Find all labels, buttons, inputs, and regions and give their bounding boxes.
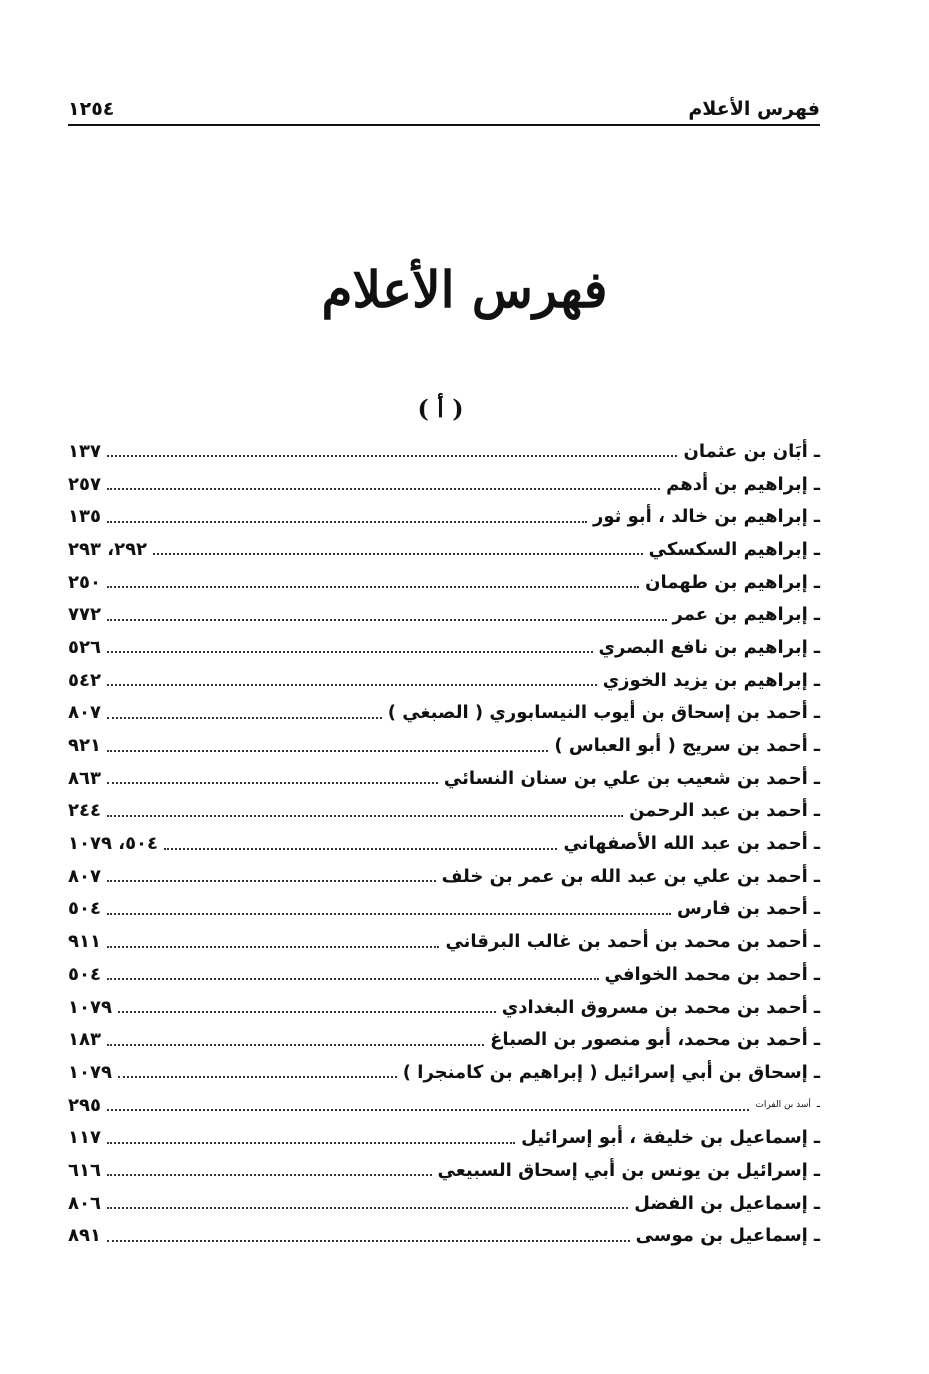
- page-number: ١٢٥٤: [68, 98, 115, 120]
- dot-leader: [107, 913, 671, 915]
- index-entries-list: [68, 435, 820, 1252]
- entry-dash: ـ: [813, 506, 820, 528]
- entry-dash: ـ: [813, 833, 820, 855]
- dot-leader: [107, 455, 678, 457]
- dot-leader: [164, 848, 557, 850]
- dot-leader: [107, 488, 660, 490]
- entry-dash: ـ: [813, 1159, 820, 1181]
- dot-leader: [107, 1109, 749, 1111]
- entry-dash: ـ: [813, 571, 820, 593]
- dot-leader: [107, 1240, 630, 1242]
- index-entry: [68, 566, 820, 599]
- entry-pages: ٢٩٢، ٢٩٣: [68, 538, 148, 560]
- entry-name: إبراهيم بن طهمان: [645, 571, 808, 593]
- entry-pages: ٢٥٧: [68, 473, 101, 495]
- entry-dash: ـ: [813, 1061, 820, 1083]
- entry-pages: ١٠٧٩: [68, 1061, 112, 1083]
- dot-leader: [107, 815, 623, 817]
- entry-name: إسماعيل بن موسى: [635, 1225, 808, 1247]
- entry-pages: ٥٢٦: [68, 636, 101, 658]
- index-title: فهرس الأعلام: [321, 260, 608, 319]
- entry-pages: ٨٠٦: [68, 1192, 101, 1214]
- index-entry: [68, 1220, 820, 1253]
- entry-name: إبراهيم بن خالد ، أبو ثور: [592, 506, 808, 528]
- dot-leader: [107, 586, 639, 588]
- index-entry: [68, 435, 820, 468]
- entry-name: أحمد بن شعيب بن علي بن سنان النسائي: [443, 767, 808, 789]
- dot-leader: [107, 651, 593, 653]
- entry-name: إبراهيم بن أدهم: [666, 473, 808, 495]
- entry-dash: ـ: [813, 1192, 820, 1214]
- dot-leader: [153, 553, 643, 555]
- entry-pages: ٨٩١: [68, 1225, 101, 1247]
- entry-dash: ـ: [813, 800, 820, 822]
- index-entry: [68, 664, 820, 697]
- entry-dash: ـ: [813, 963, 820, 985]
- dot-leader: [118, 1076, 397, 1078]
- dot-leader: [107, 782, 438, 784]
- entry-pages: ٥٠٤، ١٠٧٩: [68, 833, 159, 855]
- dot-leader: [107, 1142, 515, 1144]
- entry-name: أحمد بن سريج ( أبو العباس ): [554, 735, 808, 757]
- index-entry: [68, 1187, 820, 1220]
- index-entry: [68, 893, 820, 926]
- entry-dash: ـ: [813, 702, 820, 724]
- index-entry: [68, 1023, 820, 1056]
- index-entry: [68, 598, 820, 631]
- entry-dash: ـ: [813, 669, 820, 691]
- entry-pages: ٨٠٧: [68, 865, 101, 887]
- entry-pages: ٨٦٣: [68, 767, 101, 789]
- entry-dash: ـ: [813, 767, 820, 789]
- entry-pages: ٢٥٠: [68, 571, 101, 593]
- entry-name: أحمد بن إسحاق بن أيوب النيسابوري ( الصبغي ): [387, 702, 808, 724]
- entry-pages: ٩١١: [68, 931, 101, 953]
- entry-dash: ـ: [813, 1225, 820, 1247]
- entry-name: أبَان بن عثمان: [683, 440, 808, 462]
- index-entry: [68, 827, 820, 860]
- index-entry: [68, 1056, 820, 1089]
- entry-name: أحمد بن علي بن عبد الله بن عمر بن خلف: [441, 865, 808, 887]
- entry-dash: ـ: [813, 636, 820, 658]
- entry-pages: ٨٠٧: [68, 702, 101, 724]
- entry-pages: ١٣٥: [68, 506, 101, 528]
- index-entry: [68, 958, 820, 991]
- dot-leader: [107, 1207, 628, 1209]
- entry-name: إبراهيم بن يزيد الخوزي: [602, 669, 808, 691]
- entry-name: أحمد بن محمد بن مسروق البغدادي: [501, 996, 808, 1018]
- header-rule: [68, 124, 820, 126]
- entry-pages: ١٠٧٩: [68, 996, 112, 1018]
- entry-name: إسحاق بن أبي إسرائيل ( إبراهيم بن كامنجرا ): [402, 1061, 808, 1083]
- entry-pages: ١١٧: [68, 1127, 101, 1149]
- entry-name: أحمد بن فارس: [677, 898, 808, 920]
- entry-name: أحمد بن عبد الله الأصفهاني: [563, 833, 808, 855]
- entry-name: إسماعيل بن خليفة ، أبو إسرائيل: [521, 1127, 808, 1149]
- entry-dash: ـ: [813, 865, 820, 887]
- dot-leader: [107, 1174, 432, 1176]
- entry-dash: ـ: [813, 473, 820, 495]
- entry-dash: ـ: [813, 931, 820, 953]
- entry-name: أحمد بن محمد، أبو منصور بن الصباغ: [490, 1029, 808, 1051]
- entry-dash: ـ: [813, 1127, 820, 1149]
- index-entry: [68, 533, 820, 566]
- entry-dash: ـ: [813, 538, 820, 560]
- dot-leader: [107, 1044, 484, 1046]
- dot-leader: [107, 946, 439, 948]
- index-entry: [68, 991, 820, 1024]
- entry-pages: ٥٤٢: [68, 669, 101, 691]
- index-entry: [68, 795, 820, 828]
- entry-name: أحمد بن محمد بن أحمد بن غالب البرقاني: [445, 931, 808, 953]
- entry-name: إبراهيم السكسكي: [648, 538, 808, 560]
- entry-dash: ـ: [813, 898, 820, 920]
- entry-dash: ـ: [813, 604, 820, 626]
- running-title: فهرس الأعلام: [688, 98, 820, 120]
- index-entry: [68, 500, 820, 533]
- dot-leader: [118, 1011, 496, 1013]
- entry-name: إسماعيل بن الفضل: [634, 1192, 808, 1214]
- entry-name: إبراهيم بن عمر: [672, 604, 808, 626]
- index-entry: [68, 729, 820, 762]
- entry-name: إبراهيم بن نافع البصري: [598, 636, 808, 658]
- entry-pages: ٥٠٤: [68, 963, 101, 985]
- index-entry: [68, 468, 820, 501]
- index-entry: [68, 1089, 820, 1122]
- entry-dash: ـ: [813, 735, 820, 757]
- index-entry: [68, 1154, 820, 1187]
- entry-dash: ـ: [813, 1029, 820, 1051]
- dot-leader: [107, 750, 548, 752]
- entry-pages: ١٨٣: [68, 1029, 101, 1051]
- dot-leader: [107, 619, 667, 621]
- index-entry: [68, 860, 820, 893]
- entry-dash: ـ: [816, 1100, 820, 1111]
- index-entry: [68, 1121, 820, 1154]
- entry-pages: ٢٩٥: [68, 1094, 101, 1116]
- dot-leader: [107, 684, 597, 686]
- entry-pages: ٢٤٤: [68, 800, 101, 822]
- entry-name: أحمد بن عبد الرحمن: [629, 800, 808, 822]
- entry-dash: ـ: [813, 440, 820, 462]
- entry-name: أسد بن الفرات: [755, 1100, 811, 1111]
- entry-pages: ٥٠٤: [68, 898, 101, 920]
- dot-leader: [107, 978, 599, 980]
- entry-name: أحمد بن محمد الخوافي: [604, 963, 808, 985]
- letter-heading: ( أ ): [417, 394, 464, 423]
- index-entry: [68, 697, 820, 730]
- entry-pages: ٩٢١: [68, 735, 101, 757]
- entry-pages: ٦١٦: [68, 1159, 101, 1181]
- entry-dash: ـ: [813, 996, 820, 1018]
- dot-leader: [107, 880, 436, 882]
- index-entry: [68, 762, 820, 795]
- entry-pages: ٧٧٢: [68, 604, 101, 626]
- dot-leader: [107, 521, 587, 523]
- entry-pages: ١٣٧: [68, 440, 101, 462]
- index-entry: [68, 925, 820, 958]
- entry-name: إسرائيل بن يونس بن أبي إسحاق السبيعي: [437, 1159, 808, 1181]
- dot-leader: [107, 717, 382, 719]
- running-header: [68, 92, 820, 120]
- index-entry: [68, 631, 820, 664]
